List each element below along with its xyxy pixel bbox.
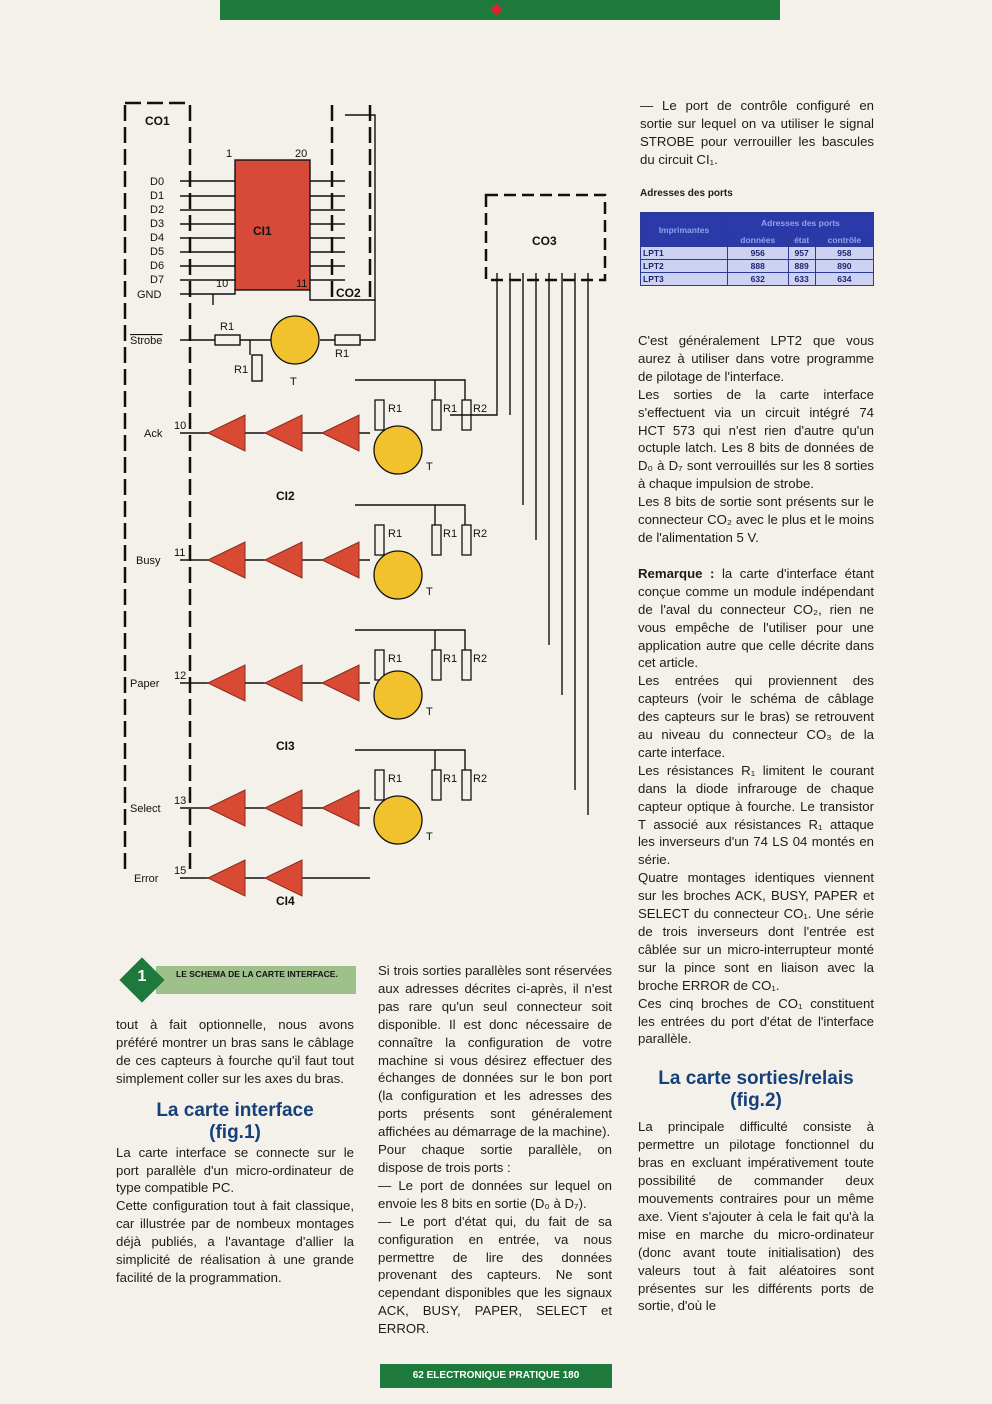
right-p0: — Le port de contrôle configuré en sortie sur lequel on va utiliser le signal STROBE pour verrouiller les bascules du circuit CI₁. <box>640 98 874 167</box>
page-footer: 62 ELECTRONIQUE PRATIQUE 180 <box>380 1364 612 1388</box>
right-p1: C'est généralement LPT2 que vous aurez à utiliser dans votre programme de pilotage de l'interface. <box>638 333 874 384</box>
stage3-r1b: R1 <box>443 653 458 665</box>
row-lpt2: LPT2 <box>641 260 728 273</box>
strobe-label: Strobe <box>130 335 163 347</box>
stage4-r1a: R1 <box>388 773 403 785</box>
figure-number: 1 <box>137 968 147 985</box>
co1-label: CO1 <box>145 114 170 128</box>
mid-p1: Si trois sorties parallèles sont réservées aux adresses décrites ci-après, il n'est pas rare qu'un seul connecteur soit disponible. Il est donc nécessaire de connaître la configuration de votre machine si vous désirez effectuer des échanges de données sur le bon port (la configuration et les adresses des ports présents sont généralement affichées au démarrage de la machine). <box>378 963 612 1140</box>
stage1-t: T <box>426 461 433 473</box>
caption-text: LE SCHEMA DE LA CARTE INTERFACE. <box>176 969 338 979</box>
ci1-pin10: 10 <box>216 278 229 290</box>
figure-caption <box>120 960 356 1000</box>
ci1-pin11: 11 <box>296 278 308 290</box>
cell: 632 <box>727 273 788 286</box>
col-etat: état <box>788 234 815 247</box>
input-ack-pin: 10 <box>174 420 187 432</box>
cell: 634 <box>815 273 873 286</box>
top-banner <box>220 0 780 20</box>
input-busy: Busy <box>136 555 161 567</box>
co3-label: CO3 <box>532 234 557 248</box>
input-select-pin: 13 <box>174 795 187 807</box>
right-column-top <box>640 97 874 169</box>
col-controle: contrôle <box>815 234 873 247</box>
table-title: Adresses des ports <box>640 188 733 199</box>
ci4-label: CI4 <box>276 894 295 908</box>
ports-table <box>640 212 874 286</box>
stage2-r2: R2 <box>473 528 488 540</box>
r1-strobe: R1 <box>220 321 235 333</box>
cell: 889 <box>788 260 815 273</box>
pin-d2: D2 <box>150 204 165 216</box>
remark-text: la carte d'interface étant conçue comme un module indépendant de l'aval du connecteur CO₂, rien ne vous empêche de l'utiliser pour une application autre que celle décrite dans cet article. <box>638 565 874 671</box>
left-column <box>116 1016 354 1287</box>
ci1-label: CI1 <box>253 224 272 238</box>
right-p2: Les sorties de la carte interface s'effectuent via un circuit intégré 74 HCT 573 qui n'est rien d'autre qu'un octuple latch. Les 8 bits de données de D₀ à D₇ sont verrouillés sur les 8 sorties à chaque impulsion de strobe. <box>638 386 874 492</box>
input-ack: Ack <box>144 428 163 440</box>
row-lpt3: LPT3 <box>641 273 728 286</box>
r1-strobe-2: R1 <box>335 348 350 360</box>
table-group-header: Adresses des ports <box>727 213 873 234</box>
right-p6: Quatre montages identiques viennent sur les broches ACK, BUSY, PAPER et SELECT du connecteur CO₁. Une série de trois inverseurs dont l'entrée est câblée sur un micro-interrupteur monté sur la pince sont en liaison avec la broche ERROR de CO₁. <box>638 870 874 993</box>
stage4-r2: R2 <box>473 773 488 785</box>
heading-interface: La carte interface <box>156 1099 314 1121</box>
right-p5: Les résistances R₁ limitent le courant dans la diode infrarouge de chaque capteur optique à fourche. Le transistor T associé aux résistances R₁ attaque les inverseurs d'un 74 LS 04 montés en série. <box>638 762 874 868</box>
stage3-r1a: R1 <box>388 653 403 665</box>
stage3-t: T <box>426 706 433 718</box>
ci1-pin1: 1 <box>226 148 233 160</box>
banner-diamond <box>490 3 503 16</box>
right-p4: Les entrées qui proviennent des capteurs (voir le schéma de câblage des capteurs sur le bras) se retrouvent au niveau du connecteur CO₃ de la carte interface. <box>638 673 874 760</box>
pin-d3: D3 <box>150 218 165 230</box>
ci2-label: CI2 <box>276 489 295 503</box>
left-p3: Cette configuration tout à fait classique, car illustrée par de nombeux montages déjà publiés, a l'avantage d'allier la simplicité de réalisation à une grande facilité de la programmation. <box>116 1198 354 1285</box>
col-donnees: données <box>727 234 788 247</box>
cell: 956 <box>727 247 788 260</box>
cell: 633 <box>788 273 815 286</box>
mid-p3: — Le port de données sur lequel on envoie les 8 bits en sortie (D₀ à D₇). <box>378 1177 612 1211</box>
pin-d7: D7 <box>150 274 165 286</box>
cell: 958 <box>815 247 873 260</box>
row-lpt1: LPT1 <box>641 247 728 260</box>
pin-gnd: GND <box>137 289 162 301</box>
input-select: Select <box>130 803 161 815</box>
right-p8: La principale difficulté consiste à permettre un pilotage fonctionnel du bras en excluant impérativement toute possibilité de commander deux mouvements contraires pour un même axe. Vient s'ajouter à cela le fait qu'à la mise en marche du micro-ordinateur (donc avant toute initialisation) des valeurs tout à fait aléatoires sont présentes sur les différents ports de sortie, d'où le <box>638 1119 874 1314</box>
mid-p2: Pour chaque sortie parallèle, on dispose de trois ports : <box>378 1142 612 1175</box>
input-paper: Paper <box>130 678 160 690</box>
table-corner: Imprimantes <box>641 213 728 247</box>
stage3-r2: R2 <box>473 653 488 665</box>
cell: 890 <box>815 260 873 273</box>
right-p7: Ces cinq broches de CO₁ constituent les entrées du port d'état de l'interface parallèle. <box>638 995 874 1047</box>
pin-d5: D5 <box>150 246 165 258</box>
co2-label: CO2 <box>336 286 361 300</box>
t-strobe: T <box>290 376 297 388</box>
stage1-r2: R2 <box>473 403 488 415</box>
heading-relais-fig: (fig.2) <box>730 1090 782 1112</box>
right-column <box>638 332 874 1315</box>
heading-interface-fig: (fig.1) <box>209 1121 261 1143</box>
pin-d0: D0 <box>150 176 165 188</box>
input-busy-pin: 11 <box>174 547 186 559</box>
stage2-r1a: R1 <box>388 528 403 540</box>
stage4-r1b: R1 <box>443 773 458 785</box>
stage1-r1a: R1 <box>388 403 403 415</box>
stage2-r1b: R1 <box>443 528 458 540</box>
stage1-r1b: R1 <box>443 403 458 415</box>
stage4-t: T <box>426 831 433 843</box>
cell: 957 <box>788 247 815 260</box>
heading-relais: La carte sorties/relais <box>658 1068 854 1090</box>
remark-label: Remarque : <box>638 565 715 581</box>
input-error-pin: 15 <box>174 865 187 877</box>
input-paper-pin: 12 <box>174 670 187 682</box>
pin-d6: D6 <box>150 260 165 272</box>
right-p3: Les 8 bits de sortie sont présents sur le connecteur CO₂ avec le plus et le moins de l'alimentation 5 V. <box>638 494 874 545</box>
stage2-t: T <box>426 586 433 598</box>
schematic-figure <box>100 85 640 908</box>
left-p2: La carte interface se connecte sur le port parallèle d'un micro-ordinateur de type compatible PC. <box>116 1144 354 1196</box>
ci1-pin20: 20 <box>295 148 308 160</box>
middle-column <box>378 962 612 1338</box>
pin-d1: D1 <box>150 190 165 202</box>
mid-p4: — Le port d'état qui, du fait de sa configuration en entrée, va nous permettre de lire des données provenant des capteurs. Ne sont cependant disponibles que les signaux ACK, BUSY, PAPER, SELECT et ERROR. <box>378 1213 612 1337</box>
input-error: Error <box>134 873 159 885</box>
r1-strobe-3: R1 <box>234 364 249 376</box>
left-p1: tout à fait optionnelle, nous avons préféré montrer un bras sans le câblage de ces capteurs à fourche qu'il faut tout simplement coller sur les axes du bras. <box>116 1017 354 1086</box>
cell: 888 <box>727 260 788 273</box>
pin-d4: D4 <box>150 232 165 244</box>
ci3-label: CI3 <box>276 739 295 753</box>
